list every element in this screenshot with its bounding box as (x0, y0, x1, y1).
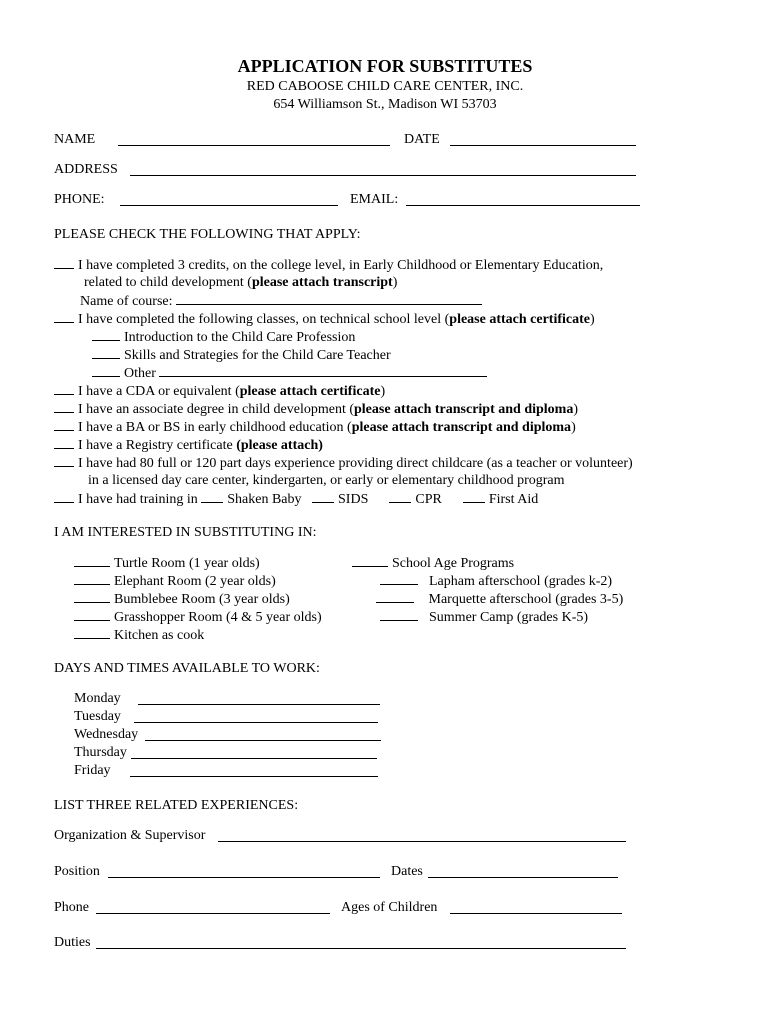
cda-attach-note: please attach certificate (239, 384, 381, 399)
experience-text: I have had 80 full or 120 part days experience providing direct childcare (as a teacher or volunteer) (78, 456, 633, 471)
associate-attach-note: please attach transcript and diploma (354, 402, 574, 417)
first-aid-checkbox[interactable] (463, 490, 485, 503)
ba-attach-note: please attach transcript and diploma (351, 420, 572, 435)
cpr-label: CPR (415, 492, 442, 507)
other-checkbox[interactable] (92, 364, 120, 377)
day-wednesday: Wednesday (74, 727, 139, 742)
email-label: EMAIL: (350, 192, 399, 207)
turtle-label: Turtle Room (1 year olds) (114, 556, 260, 571)
check-item-credits (54, 256, 603, 275)
summer-camp-checkbox[interactable] (380, 608, 418, 621)
interest-right-item (352, 554, 514, 573)
lapham-label: Lapham afterschool (grades k-2) (429, 574, 613, 589)
elephant-label: Elephant Room (2 year olds) (114, 574, 276, 589)
address-label: ADDRESS (54, 162, 118, 177)
associate-text: I have an associate degree in child development ( (78, 402, 354, 417)
shaken-baby-checkbox[interactable] (201, 490, 223, 503)
ba-checkbox[interactable] (54, 418, 74, 431)
training-text: I have had training in (78, 492, 198, 507)
class-option-other (92, 364, 487, 383)
grasshopper-label: Grasshopper Room (4 & 5 year olds) (114, 610, 322, 625)
classes-text: I have completed the following classes, on technical school level ( (78, 312, 450, 327)
interest-right-item (376, 590, 623, 609)
registry-text: I have a Registry certificate (78, 438, 237, 453)
tuesday-field[interactable] (134, 710, 378, 723)
check-item-cda: I have a CDA or equivalent (please attach certificate) (54, 382, 385, 401)
check-item-ba: I have a BA or BS in early childhood education (please attach transcript and diploma) (54, 418, 576, 437)
first-aid-label: First Aid (488, 492, 539, 507)
sids-checkbox[interactable] (312, 490, 334, 503)
thursday-field[interactable] (131, 746, 377, 759)
course-name-field[interactable] (176, 292, 482, 305)
classes-attach-note: please attach certificate (449, 312, 590, 327)
interest-left-item (74, 572, 276, 591)
ba-text: I have a BA or BS in early childhood education ( (78, 420, 352, 435)
bumblebee-label: Bumblebee Room (3 year olds) (114, 592, 290, 607)
duties-label: Duties (54, 935, 91, 950)
grasshopper-checkbox[interactable] (74, 608, 110, 621)
skills-checkbox[interactable] (92, 346, 120, 359)
cpr-checkbox[interactable] (389, 490, 411, 503)
interest-right-item (380, 572, 612, 591)
intro-label: Introduction to the Child Care Profession (124, 330, 356, 345)
day-tuesday: Tuesday (74, 709, 121, 724)
email-field[interactable] (406, 193, 640, 206)
check-item-associate: I have an associate degree in child development (please attach transcript and diploma) (54, 400, 578, 419)
turtle-checkbox[interactable] (74, 554, 110, 567)
form-title: APPLICATION FOR SUBSTITUTES (237, 56, 533, 76)
credits-text: I have completed 3 credits, on the college level, in Early Childhood or Elementary Education, (78, 258, 604, 273)
name-label: NAME (54, 132, 96, 147)
day-thursday: Thursday (74, 745, 127, 760)
dates-label: Dates (391, 864, 423, 879)
check-item-registry (54, 436, 323, 455)
course-name-row (80, 292, 482, 311)
classes-checkbox[interactable] (54, 310, 74, 323)
cda-checkbox[interactable] (54, 382, 74, 395)
position-field[interactable] (108, 865, 380, 878)
marquette-label: Marquette afterschool (grades 3-5) (428, 592, 624, 607)
address-field[interactable] (130, 163, 636, 176)
kitchen-label: Kitchen as cook (114, 628, 205, 643)
shaken-baby-label: Shaken Baby (227, 492, 302, 507)
org-supervisor-label: Organization & Supervisor (54, 828, 206, 843)
experience-checkbox[interactable] (54, 454, 74, 467)
class-option-intro (92, 328, 355, 347)
credits-attach-note: please attach transcript (251, 275, 393, 290)
check-item-experience (54, 454, 633, 473)
interest-left-item (74, 554, 260, 573)
bumblebee-checkbox[interactable] (74, 590, 110, 603)
marquette-checkbox[interactable] (376, 590, 414, 603)
experience-text-2: in a licensed day care center, kindergarten, or early or elementary childhood program (88, 473, 565, 488)
day-monday: Monday (74, 691, 121, 706)
interest-heading: I AM INTERESTED IN SUBSTITUTING IN: (54, 525, 317, 540)
ages-field[interactable] (450, 901, 622, 914)
other-field[interactable] (159, 364, 487, 377)
sids-label: SIDS (338, 492, 369, 507)
elephant-checkbox[interactable] (74, 572, 110, 585)
duties-field[interactable] (96, 936, 626, 949)
day-friday: Friday (74, 763, 111, 778)
credits-checkbox[interactable] (54, 256, 74, 269)
kitchen-checkbox[interactable] (74, 626, 110, 639)
wednesday-field[interactable] (145, 728, 381, 741)
ages-label: Ages of Children (341, 900, 438, 915)
check-item-credits-line2: related to child development (please attach transcript) (84, 275, 398, 290)
interest-left-item (74, 608, 322, 627)
summer-camp-label: Summer Camp (grades K-5) (429, 610, 589, 625)
organization-name: RED CABOOSE CHILD CARE CENTER, INC. (246, 79, 524, 94)
experiences-heading: LIST THREE RELATED EXPERIENCES: (54, 798, 299, 813)
check-item-classes: I have completed the following classes, on technical school level (please attach certificate) (54, 310, 595, 329)
school-age-label: School Age Programs (392, 556, 515, 571)
credits-text-2: related to child development ( (84, 275, 252, 290)
monday-field[interactable] (138, 692, 380, 705)
phone-label: PHONE: (54, 192, 105, 207)
organization-address: 654 Williamson St., Madison WI 53703 (273, 97, 497, 112)
registry-attach-note: (please attach) (236, 438, 323, 453)
class-option-skills (92, 346, 391, 365)
associate-checkbox[interactable] (54, 400, 74, 413)
cda-text: I have a CDA or equivalent ( (78, 384, 240, 399)
date-field[interactable] (450, 133, 636, 146)
experience-phone-label: Phone (54, 900, 89, 915)
experience-phone-field[interactable] (96, 901, 330, 914)
training-checkbox[interactable] (54, 490, 74, 503)
name-field[interactable] (118, 133, 390, 146)
interest-right-item (380, 608, 588, 627)
school-age-checkbox[interactable] (352, 554, 388, 567)
days-heading: DAYS AND TIMES AVAILABLE TO WORK: (54, 661, 320, 676)
intro-checkbox[interactable] (92, 328, 120, 341)
registry-checkbox[interactable] (54, 436, 74, 449)
date-label: DATE (404, 132, 440, 147)
course-name-label: Name of course: (80, 294, 173, 309)
check-item-training (54, 490, 538, 509)
checklist-heading: PLEASE CHECK THE FOLLOWING THAT APPLY: (54, 227, 361, 242)
dates-field[interactable] (428, 865, 618, 878)
friday-field[interactable] (130, 764, 378, 777)
phone-field[interactable] (120, 193, 338, 206)
org-supervisor-field[interactable] (218, 829, 626, 842)
position-label: Position (54, 864, 100, 879)
lapham-checkbox[interactable] (380, 572, 418, 585)
skills-label: Skills and Strategies for the Child Care Teacher (124, 348, 391, 363)
other-label: Other (124, 366, 156, 381)
interest-left-item (74, 626, 204, 645)
interest-left-item (74, 590, 290, 609)
